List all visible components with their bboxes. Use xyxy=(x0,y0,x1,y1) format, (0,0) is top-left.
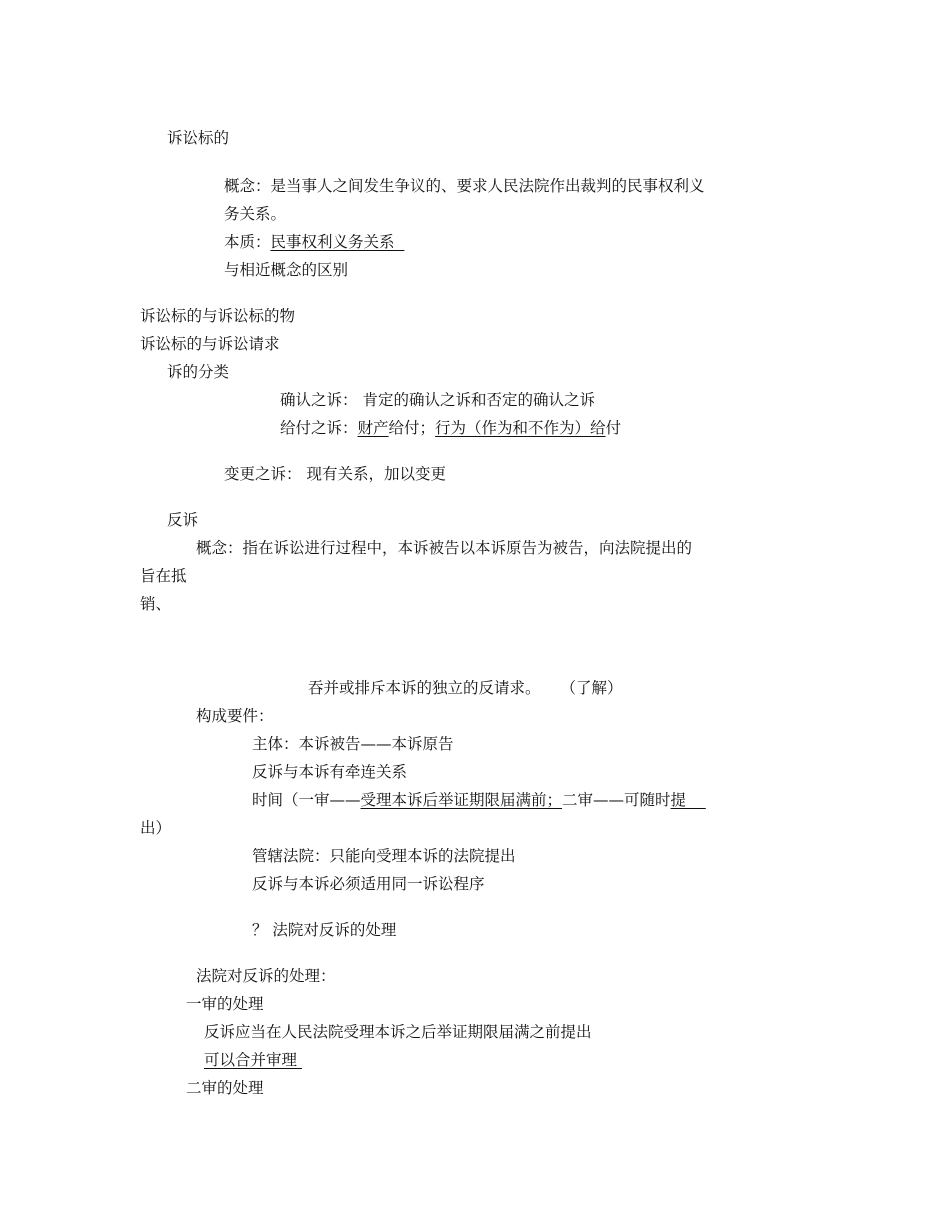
counterclaim-concept-note: （了解） xyxy=(560,679,623,697)
element-time-wrap: 出） xyxy=(140,819,172,837)
section-heading-counterclaim: 反诉 xyxy=(167,511,199,529)
first-instance-heading: 一审的处理 xyxy=(186,995,264,1013)
section-heading-classification: 诉的分类 xyxy=(167,363,230,381)
change-suit-label: 变更之诉： xyxy=(224,465,302,483)
payment-suit-part4: 付 xyxy=(605,419,622,437)
counterclaim-concept-line-4 xyxy=(308,678,623,698)
element-time-c: 二审——可随时 xyxy=(562,791,671,809)
payment-suit-part2: 给付； xyxy=(388,419,436,437)
essence-label: 本质： xyxy=(224,233,271,251)
change-suit-line xyxy=(224,464,446,484)
confirm-suit-line xyxy=(280,390,595,410)
concept-line-2: 务关系。 xyxy=(224,205,287,223)
confirm-suit-value: 肯定的确认之诉和否定的确认之诉 xyxy=(362,391,595,409)
compare-object-line: 诉讼标的与诉讼标的物 xyxy=(140,307,296,325)
payment-suit-label: 给付之诉： xyxy=(280,419,358,437)
handling-heading: 法院对反诉的处理： xyxy=(196,967,336,985)
underline-tail xyxy=(297,1051,302,1069)
counterclaim-concept-text: 吞并或排斥本诉的独立的反请求。 xyxy=(308,679,541,697)
element-subject: 主体：本诉被告——本诉原告 xyxy=(252,735,454,753)
counterclaim-concept-line-3: 销、 xyxy=(140,595,172,613)
counterclaim-concept-line-2: 旨在抵 xyxy=(140,567,187,585)
payment-suit-part1: 财产 xyxy=(357,419,389,437)
element-relation: 反诉与本诉有牵连关系 xyxy=(252,763,408,781)
payment-suit-part3: 行为（作为和不作为）给 xyxy=(435,419,606,437)
second-instance-heading: 二审的处理 xyxy=(186,1079,264,1097)
underline-tail xyxy=(686,791,706,809)
element-procedure: 反诉与本诉必须适用同一诉讼程序 xyxy=(252,875,485,893)
confirm-suit-label: 确认之诉： xyxy=(280,391,358,409)
question-line: ？ 法院对反诉的处理 xyxy=(252,921,397,939)
payment-suit-line xyxy=(280,418,621,438)
distinction-line: 与相近概念的区别 xyxy=(224,261,349,279)
element-time-b: 受理本诉后举证期限届满前； xyxy=(360,791,563,809)
essence-line xyxy=(224,232,404,252)
elements-heading: 构成要件： xyxy=(196,707,274,725)
concept-line-1: 概念：是当事人之间发生争议的、要求人民法院作出裁判的民事权利义 xyxy=(224,177,705,195)
element-time xyxy=(252,790,706,810)
element-court: 管辖法院：只能向受理本诉的法院提出 xyxy=(252,847,516,865)
compare-claim-line: 诉讼标的与诉讼请求 xyxy=(140,335,280,353)
counterclaim-concept-line-1: 概念：指在诉讼进行过程中，本诉被告以本诉原告为被告，向法院提出的 xyxy=(196,539,693,557)
essence-value: 民事权利义务关系 xyxy=(270,233,395,251)
first-instance-item-1: 反诉应当在人民法院受理本诉之后举证期限届满之前提出 xyxy=(204,1023,592,1041)
first-instance-item-2-text: 可以合并审理 xyxy=(204,1051,298,1069)
element-time-d: 提 xyxy=(670,791,687,809)
element-time-a: 时间（一审—— xyxy=(252,791,361,809)
change-suit-value: 现有关系，加以变更 xyxy=(306,465,446,483)
first-instance-item-2 xyxy=(204,1050,302,1070)
underline-tail xyxy=(395,233,405,251)
section-heading-subject: 诉讼标的 xyxy=(167,129,230,147)
